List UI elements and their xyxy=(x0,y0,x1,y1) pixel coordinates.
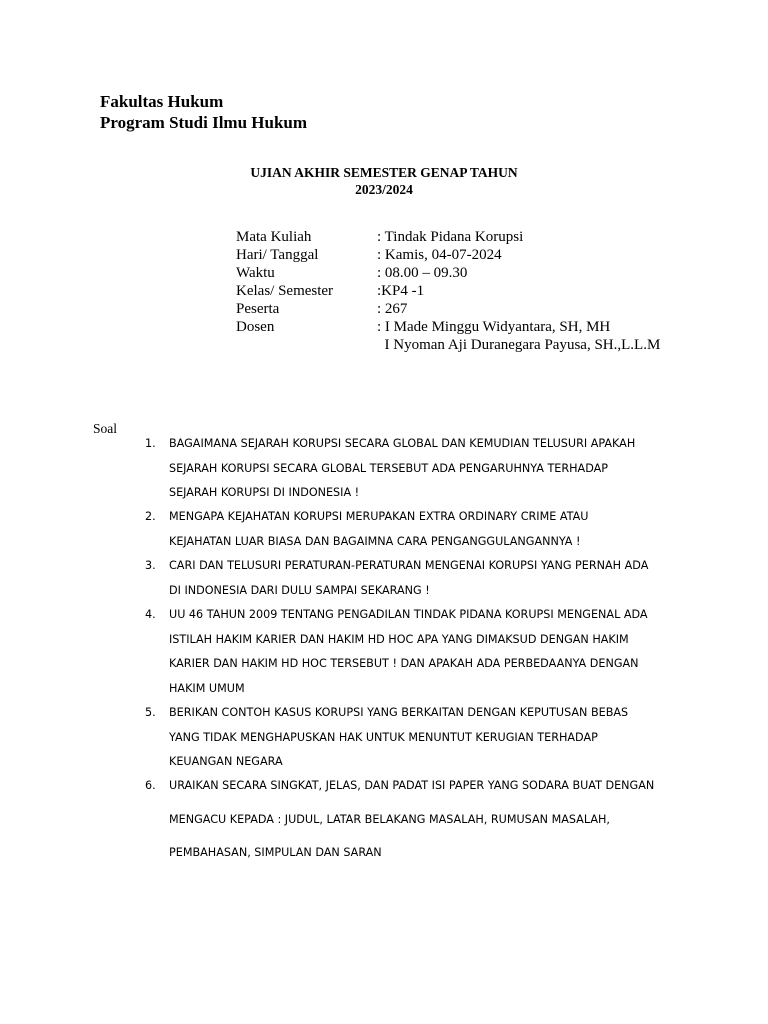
question-text-line: SEJARAH KORUPSI SECARA GLOBAL TERSEBUT ADA PENGARUHNYA TERHADAP xyxy=(169,461,609,475)
question-number: 4. xyxy=(145,608,156,621)
question-text-line: DI INDONESIA DARI DULU SAMPAI SEKARANG ! xyxy=(169,583,430,597)
exam-year: 2023/2024 xyxy=(355,182,413,197)
question-text-line: MENGACU KEPADA : JUDUL, LATAR BELAKANG MASALAH, RUMUSAN MASALAH, xyxy=(169,813,610,826)
question-text-line: KEJAHATAN LUAR BIASA DAN BAGAIMNA CARA PENGANGGULANGANNYA ! xyxy=(169,534,581,548)
question-text-line: UU 46 TAHUN 2009 TENTANG PENGADILAN TINDAK PIDANA KORUPSI MENGENAL ADA xyxy=(169,608,648,621)
program-name: Program Studi Ilmu Hukum xyxy=(100,113,308,132)
info-label: Waktu xyxy=(236,265,275,281)
question-number: 3. xyxy=(145,559,156,572)
info-value: : Tindak Pidana Korupsi xyxy=(377,229,524,245)
question-number: 5. xyxy=(145,706,156,719)
info-label: Kelas/ Semester xyxy=(236,283,334,299)
info-label: Mata Kuliah xyxy=(236,229,312,245)
question-number: 1. xyxy=(145,437,156,450)
question-text-line: KEUANGAN NEGARA xyxy=(169,755,283,768)
info-value: :KP4 -1 xyxy=(377,283,425,299)
question-text-line: BERIKAN CONTOH KASUS KORUPSI YANG BERKAITAN DENGAN KEPUTUSAN BEBAS xyxy=(169,706,629,719)
question-text-line: PEMBAHASAN, SIMPULAN DAN SARAN xyxy=(169,846,382,859)
question-text-line: SEJARAH KORUPSI DI INDONESIA ! xyxy=(169,486,360,499)
question-text-line: ISTILAH HAKIM KARIER DAN HAKIM HD HOC APA YANG DIMAKSUD DENGAN HAKIM xyxy=(169,632,629,646)
faculty-name: Fakultas Hukum xyxy=(100,92,224,111)
info-label: Dosen xyxy=(236,319,275,335)
question-text-line: HAKIM UMUM xyxy=(169,681,245,695)
info-label: Peserta xyxy=(236,301,280,317)
info-value: : I Made Minggu Widyantara, SH, MH xyxy=(377,319,611,335)
info-label: Hari/ Tanggal xyxy=(236,247,319,263)
question-text-line: URAIKAN SECARA SINGKAT, JELAS, DAN PADAT ISI PAPER YANG SODARA BUAT DENGAN xyxy=(169,779,655,792)
info-value: I Nyoman Aji Duranegara Payusa, SH.,L.L.M xyxy=(377,337,661,353)
question-number: 2. xyxy=(145,510,156,523)
info-value: : 08.00 – 09.30 xyxy=(377,265,468,281)
question-text-line: YANG TIDAK MENGHAPUSKAN HAK UNTUK MENUNTUT KERUGIAN TERHADAP xyxy=(169,730,598,744)
question-text-line: KARIER DAN HAKIM HD HOC TERSEBUT ! DAN APAKAH ADA PERBEDAANYA DENGAN xyxy=(169,657,639,670)
question-text-line: BAGAIMANA SEJARAH KORUPSI SECARA GLOBAL DAN KEMUDIAN TELUSURI APAKAH xyxy=(169,437,636,450)
exam-title: UJIAN AKHIR SEMESTER GENAP TAHUN xyxy=(250,165,518,180)
info-value: : Kamis, 04-07-2024 xyxy=(377,247,502,263)
questions-heading: Soal xyxy=(93,421,118,436)
question-text-line: CARI DAN TELUSURI PERATURAN-PERATURAN MENGENAI KORUPSI YANG PERNAH ADA xyxy=(169,559,649,572)
question-number: 6. xyxy=(145,779,156,792)
info-value: : 267 xyxy=(377,301,408,317)
question-text-line: MENGAPA KEJAHATAN KORUPSI MERUPAKAN EXTRA ORDINARY CRIME ATAU xyxy=(169,510,589,523)
